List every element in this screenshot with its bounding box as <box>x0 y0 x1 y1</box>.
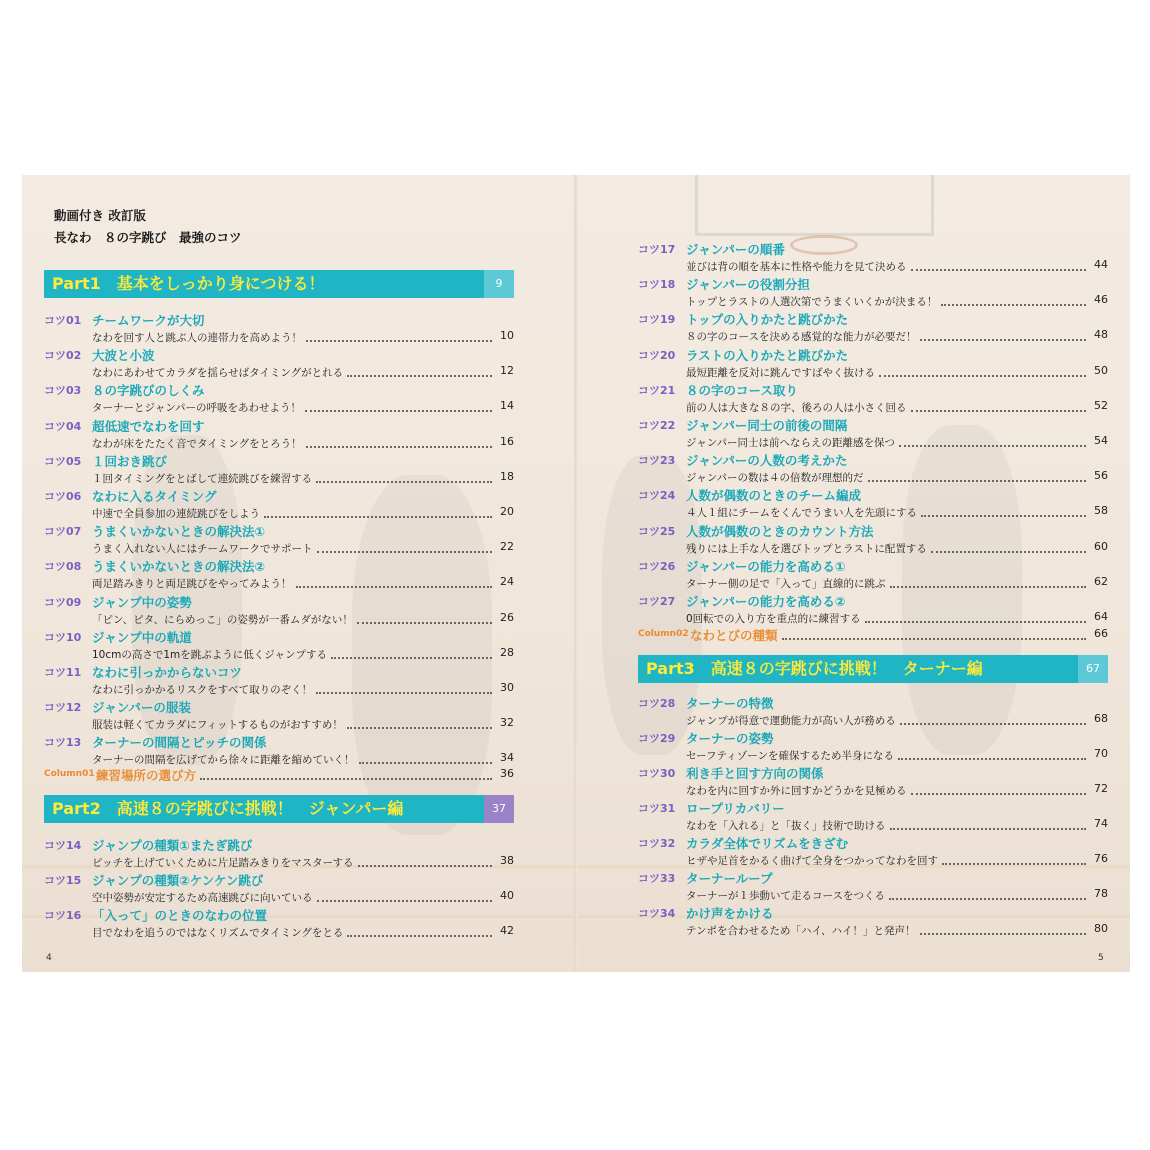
toc-entry[interactable] <box>44 312 514 348</box>
kotsu-subtitle: なわを「入れる」と「抜く」技術で助ける <box>686 820 886 832</box>
leader-dots <box>911 400 1086 412</box>
kotsu-subtitle: なわを内に回すか外に回すかどうかを見極める <box>686 785 907 797</box>
kotsu-title: ラストの入りかたと跳びかた <box>686 347 849 363</box>
kotsu-page: 18 <box>500 469 514 483</box>
kotsu-subtitle: ピッチを上げていくために片足踏みきりをマスターする <box>92 857 354 869</box>
column02-page: 66 <box>1094 627 1108 640</box>
kotsu-label: コツ06 <box>44 490 82 503</box>
kotsu-subtitle: セーフティゾーンを確保するため半身になる <box>686 750 895 762</box>
left-page <box>22 175 574 972</box>
part1-label: Part1 基本をしっかり身につける！ <box>52 274 325 293</box>
kotsu-label: コツ30 <box>638 767 676 780</box>
leader-dots <box>911 259 1086 271</box>
kotsu-title: かけ声をかける <box>686 906 774 921</box>
part1-page: 9 <box>484 270 514 298</box>
kotsu-page: 28 <box>500 645 514 659</box>
leader-dots <box>889 888 1086 900</box>
leader-dots <box>890 818 1086 830</box>
toc-entry[interactable] <box>44 418 514 454</box>
kotsu-title: 「入って」のときのなわの位置 <box>92 908 268 923</box>
toc-entry[interactable] <box>44 907 514 943</box>
kotsu-title: ロープリカバリー <box>686 801 785 816</box>
kotsu-subtitle: うまく入れない人にはチームワークでサポート <box>92 543 313 556</box>
kotsu-subtitle: ターナー側の足で「入って」直線的に跳ぶ <box>686 577 886 590</box>
kotsu-title: ジャンパーの順番 <box>686 242 785 257</box>
column02-title: なわとびの種類 <box>690 628 778 643</box>
kotsu-label: コツ22 <box>638 419 676 432</box>
kotsu-title: ジャンプの種類①またぎ跳び <box>92 838 253 853</box>
kotsu-subtitle: なわに引っかかるリスクをすべて取りのぞく！ <box>92 684 313 696</box>
leader-dots <box>296 576 492 588</box>
kotsu-page: 50 <box>1094 363 1108 377</box>
kotsu-subtitle: ターナーが１歩動いて走るコースをつくる <box>686 890 885 902</box>
kotsu-page: 30 <box>500 681 514 694</box>
toc-entry[interactable] <box>638 558 1108 594</box>
kotsu-page: 76 <box>1094 852 1108 865</box>
leader-dots <box>899 435 1086 447</box>
kotsu-page: 14 <box>500 399 514 413</box>
leader-dots <box>920 329 1086 341</box>
column01-title: 練習場所の選び方 <box>96 768 197 783</box>
kotsu-subtitle: なわが床をたたく音でタイミングをとろう！ <box>92 437 302 450</box>
kotsu-title: ジャンプの種類②ケンケン跳び <box>92 873 264 888</box>
leader-dots <box>782 628 1086 640</box>
part2-label: Part2 高速８の字跳びに挑戦！ ジャンパー編 <box>52 799 404 818</box>
kotsu-subtitle: トップとラストの人選次第でうまくいくかが決まる！ <box>686 296 938 309</box>
kotsu-title: ジャンプ中の軌道 <box>92 629 192 645</box>
leader-dots <box>931 541 1086 553</box>
kotsu-label: コツ16 <box>44 909 82 922</box>
kotsu-page: 34 <box>500 751 514 765</box>
part3-label: Part3 高速８の字跳びに挑戦！ ターナー編 <box>646 659 983 678</box>
toc-entry[interactable] <box>44 382 514 418</box>
kotsu-page: 46 <box>1094 293 1108 307</box>
kotsu-subtitle: 目でなわを追うのではなくリズムでタイミングをとる <box>92 927 344 939</box>
toc-entry[interactable] <box>638 593 1108 629</box>
book-title <box>54 205 242 249</box>
column01-page: 36 <box>500 767 514 780</box>
kotsu-subtitle: 中速で全員参加の連続跳びをしよう <box>92 508 260 520</box>
kotsu-title: 大波と小波 <box>92 348 155 364</box>
toc-entry[interactable] <box>44 837 514 873</box>
leader-dots <box>305 400 492 412</box>
kotsu-label: コツ13 <box>44 736 82 750</box>
toc-entry[interactable] <box>638 765 1108 801</box>
kotsu-title: ジャンパーの役割分担 <box>686 277 810 293</box>
kotsu-label: コツ17 <box>638 243 676 256</box>
kotsu-subtitle: ８の字のコースを決める感覚的な能力が必要だ！ <box>686 331 917 344</box>
kotsu-title: 人数が偶数のときのカウント方法 <box>686 523 874 539</box>
kotsu-page: 80 <box>1094 922 1108 935</box>
kotsu-label: コツ09 <box>44 595 82 609</box>
folio-left: 4 <box>46 953 52 963</box>
toc-entry[interactable] <box>638 241 1108 277</box>
kotsu-page: 54 <box>1094 434 1108 447</box>
folio-right: 5 <box>1098 953 1104 963</box>
kotsu-title: カラダ全体でリズムをきざむ <box>686 836 849 851</box>
toc-entry[interactable] <box>638 382 1108 418</box>
kotsu-page: 42 <box>500 924 514 937</box>
kotsu-title: ターナーの姿勢 <box>686 731 774 746</box>
toc-entry[interactable] <box>638 695 1108 731</box>
kotsu-subtitle: ジャンパー同士は前へならえの距離感を保つ <box>686 437 896 449</box>
kotsu-page: 62 <box>1094 574 1108 588</box>
kotsu-page: 20 <box>500 505 514 518</box>
kotsu-label: コツ32 <box>638 837 676 850</box>
leader-dots <box>898 748 1086 760</box>
toc-entry[interactable] <box>638 487 1108 523</box>
leader-dots <box>890 576 1086 588</box>
kotsu-label: コツ11 <box>44 666 82 679</box>
kotsu-subtitle: ジャンパーの数は４の倍数が理想的だ <box>686 472 864 485</box>
kotsu-label: コツ04 <box>44 419 82 433</box>
kotsu-label: コツ24 <box>638 489 676 503</box>
part2-heading[interactable] <box>44 795 514 823</box>
kotsu-title: ターナーの特徴 <box>686 696 774 711</box>
kotsu-page: 22 <box>500 540 514 554</box>
kotsu-label: コツ33 <box>638 872 676 885</box>
toc-entry[interactable] <box>44 699 514 735</box>
leader-dots <box>920 923 1086 935</box>
toc-entry[interactable] <box>638 311 1108 347</box>
kotsu-label: コツ12 <box>44 701 82 715</box>
kotsu-subtitle: 両足踏みきりと両足跳びをやってみよう！ <box>92 578 292 591</box>
kotsu-label: コツ27 <box>638 595 676 608</box>
leader-dots <box>306 436 492 448</box>
kotsu-label: コツ31 <box>638 802 676 815</box>
toc-entry[interactable] <box>638 417 1108 453</box>
toc-entry[interactable] <box>44 734 514 770</box>
kotsu-subtitle: 前の人は大きな８の字、後ろの人は小さく回る <box>686 401 907 414</box>
kotsu-subtitle: なわを回す人と跳ぶ人の連帯力を高めよう！ <box>92 332 302 344</box>
kotsu-subtitle: テンポを合わせるため「ハイ、ハイ！」と発声！ <box>686 925 916 937</box>
kotsu-title: なわに引っかからないコツ <box>92 665 243 680</box>
kotsu-subtitle: ４人１組にチームをくんでうまい人を先頭にする <box>686 507 917 520</box>
part2-page: 37 <box>484 795 514 823</box>
kotsu-page: 32 <box>500 716 514 730</box>
toc-entry[interactable] <box>44 488 514 524</box>
leader-dots <box>306 330 492 342</box>
kotsu-subtitle: なわにあわせてカラダを揺らせばタイミングがとれる <box>92 367 344 380</box>
kotsu-subtitle: ジャンプが得意で運動能力が高い人が務める <box>686 715 896 727</box>
leader-dots <box>358 855 492 867</box>
leader-dots <box>316 682 492 694</box>
leader-dots <box>865 611 1086 623</box>
kotsu-label: コツ25 <box>638 524 676 538</box>
kotsu-page: 64 <box>1094 610 1108 623</box>
toc-entry[interactable] <box>638 800 1108 836</box>
kotsu-page: 38 <box>500 854 514 867</box>
kotsu-label: コツ28 <box>638 697 676 710</box>
leader-dots <box>200 768 492 780</box>
kotsu-page: 72 <box>1094 782 1108 795</box>
kotsu-page: 52 <box>1094 398 1108 412</box>
leader-dots <box>264 506 492 518</box>
leader-dots <box>347 717 492 729</box>
kotsu-page: 74 <box>1094 817 1108 830</box>
kotsu-subtitle: 「ピン、ピタ、にらめっこ」の姿勢が一番ムダがない！ <box>92 613 353 626</box>
toc-entry[interactable] <box>638 347 1108 383</box>
kotsu-page: 48 <box>1094 328 1108 342</box>
leader-dots <box>316 471 492 483</box>
kotsu-page: 56 <box>1094 469 1108 483</box>
kotsu-title: トップの入りかたと跳びかた <box>686 312 849 328</box>
kotsu-title: ジャンプ中の姿勢 <box>92 594 192 610</box>
kotsu-title: 人数が偶数のときのチーム編成 <box>686 488 862 504</box>
kotsu-label: コツ03 <box>44 384 82 398</box>
leader-dots <box>359 752 492 764</box>
column02-label: Column02 <box>638 629 689 639</box>
kotsu-title: ジャンパー同士の前後の間隔 <box>686 418 848 433</box>
book-title-line2: 長なわ ８の字跳び 最強のコツ <box>54 230 242 245</box>
kotsu-page: 58 <box>1094 504 1108 518</box>
right-page <box>578 175 1130 972</box>
kotsu-label: コツ21 <box>638 383 676 397</box>
kotsu-label: コツ20 <box>638 348 676 362</box>
leader-dots <box>942 853 1086 865</box>
kotsu-label: コツ08 <box>44 560 82 574</box>
leader-dots <box>317 890 492 902</box>
kotsu-page: 10 <box>500 329 514 342</box>
kotsu-subtitle: ターナーとジャンパーの呼吸をあわせよう！ <box>92 402 302 415</box>
kotsu-page: 70 <box>1094 747 1108 760</box>
kotsu-title: なわに入るタイミング <box>92 489 217 504</box>
kotsu-title: ８の字跳びのしくみ <box>92 383 205 399</box>
kotsu-subtitle: 残りには上手な人を選びトップとラストに配置する <box>686 542 927 555</box>
kotsu-page: 24 <box>500 575 514 589</box>
part1-heading[interactable] <box>44 270 514 298</box>
column01-label: Column01 <box>44 769 95 779</box>
leader-dots <box>879 365 1086 377</box>
toc-entry[interactable] <box>44 347 514 383</box>
kotsu-subtitle: 空中姿勢が安定するため高速跳びに向いている <box>92 892 313 904</box>
toc-entry[interactable] <box>44 664 514 700</box>
leader-dots <box>900 713 1086 725</box>
leader-dots <box>347 365 492 377</box>
kotsu-page: 12 <box>500 364 514 378</box>
kotsu-label: コツ15 <box>44 874 82 887</box>
kotsu-page: 26 <box>500 610 514 624</box>
toc-entry[interactable] <box>638 276 1108 312</box>
toc-entry[interactable] <box>44 453 514 489</box>
kotsu-title: ジャンパーの人数の考えかた <box>686 453 848 469</box>
kotsu-title: 利き手と回す方向の関係 <box>686 766 824 781</box>
kotsu-title: うまくいかないときの解決法② <box>92 559 266 575</box>
kotsu-title: ジャンパーの能力を高める② <box>686 594 846 609</box>
toc-entry[interactable] <box>638 730 1108 766</box>
kotsu-label: コツ34 <box>638 907 676 920</box>
toc-entry[interactable] <box>638 452 1108 488</box>
toc-entry[interactable] <box>44 629 514 665</box>
kotsu-label: コツ23 <box>638 454 676 468</box>
kotsu-label: コツ02 <box>44 349 82 363</box>
leader-dots <box>357 612 492 624</box>
toc-entry[interactable] <box>638 870 1108 906</box>
kotsu-label: コツ29 <box>638 732 676 745</box>
kotsu-title: １回おき跳び <box>92 453 168 469</box>
kotsu-title: 超低速でなわを回す <box>92 418 205 434</box>
kotsu-title: ジャンパーの服装 <box>92 700 191 716</box>
kotsu-page: 40 <box>500 889 514 902</box>
kotsu-subtitle: 服装は軽くてカラダにフィットするものがおすすめ！ <box>92 719 343 732</box>
leader-dots <box>331 647 492 659</box>
kotsu-page: 44 <box>1094 258 1108 271</box>
leader-dots <box>921 505 1086 517</box>
toc-entry[interactable] <box>638 905 1108 941</box>
part3-heading[interactable] <box>638 655 1108 683</box>
book-spread <box>22 175 1130 972</box>
kotsu-label: コツ01 <box>44 314 82 327</box>
leader-dots <box>911 783 1086 795</box>
toc-entry[interactable] <box>638 523 1108 559</box>
kotsu-subtitle: 10cmの高さで1mを跳ぶように低くジャンプする <box>92 648 328 661</box>
leader-dots <box>317 541 492 553</box>
kotsu-title: ターナーループ <box>686 871 773 886</box>
toc-entry[interactable] <box>638 835 1108 871</box>
kotsu-page: 60 <box>1094 539 1108 553</box>
kotsu-page: 78 <box>1094 887 1108 900</box>
kotsu-label: コツ10 <box>44 630 82 644</box>
toc-entry[interactable] <box>44 594 514 630</box>
kotsu-subtitle: ヒザや足首をかるく曲げて全身をつかってなわを回す <box>686 855 938 867</box>
leader-dots <box>347 925 492 937</box>
kotsu-subtitle: １回タイミングをとばして連続跳びを練習する <box>92 472 313 485</box>
kotsu-title: ターナーの間隔とピッチの関係 <box>92 735 267 751</box>
kotsu-page: 16 <box>500 434 514 448</box>
kotsu-label: コツ26 <box>638 559 676 573</box>
kotsu-subtitle: 並びは背の順を基本に性格や能力を見て決める <box>686 261 907 273</box>
part3-page: 67 <box>1078 655 1108 683</box>
kotsu-title: ８の字のコース取り <box>686 382 798 398</box>
kotsu-label: コツ05 <box>44 454 82 468</box>
kotsu-title: ジャンパーの能力を高める① <box>686 558 846 574</box>
kotsu-page: 68 <box>1094 712 1108 725</box>
kotsu-label: コツ07 <box>44 525 82 539</box>
toc-entry[interactable] <box>44 558 514 594</box>
kotsu-label: コツ19 <box>638 313 676 327</box>
kotsu-subtitle: 最短距離を反対に跳んですばやく抜ける <box>686 366 875 379</box>
leader-dots <box>941 294 1086 306</box>
kotsu-subtitle: ターナーの間隔を広げてから徐々に距離を縮めていく！ <box>92 754 355 767</box>
kotsu-label: コツ18 <box>638 278 676 292</box>
leader-dots <box>868 470 1086 482</box>
kotsu-title: チームワークが大切 <box>92 313 205 328</box>
kotsu-subtitle: 0回転での入り方を重点的に練習する <box>686 613 861 625</box>
kotsu-title: うまくいかないときの解決法① <box>92 524 266 540</box>
kotsu-label: コツ14 <box>44 839 82 852</box>
book-title-line1: 動画付き 改訂版 <box>54 208 146 223</box>
toc-entry[interactable] <box>44 523 514 559</box>
toc-entry[interactable] <box>44 872 514 908</box>
